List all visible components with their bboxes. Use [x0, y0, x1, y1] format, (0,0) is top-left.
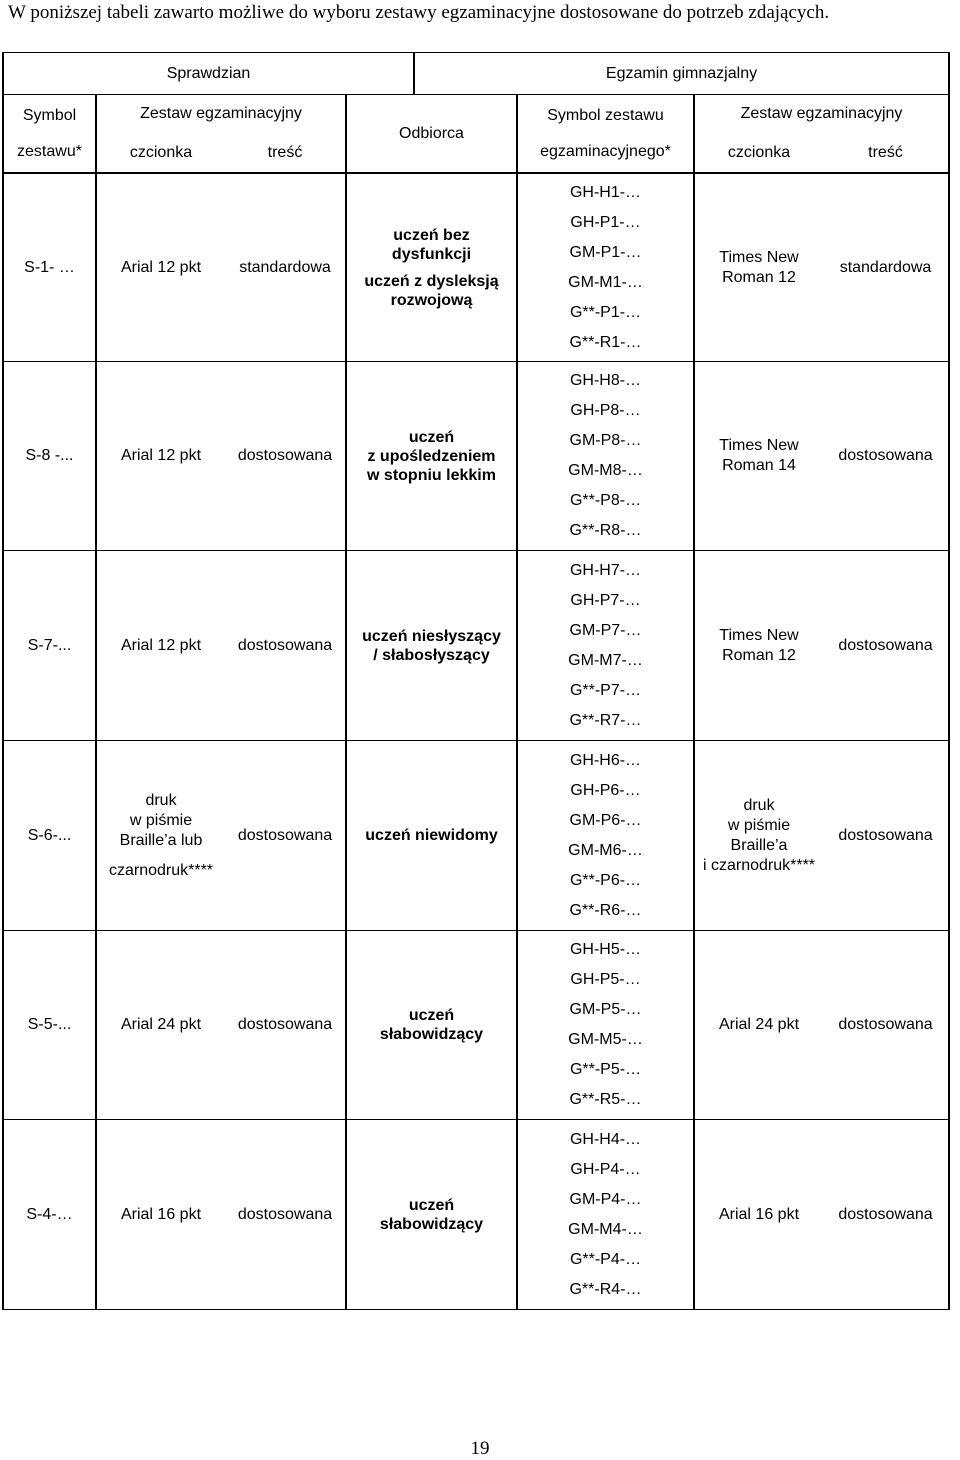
cell-odbiorca: uczeń słabowidzący [379, 1007, 484, 1043]
cell-codes: GH-H5-… GH-P5-… GM-P5-… GM-M5-… G**-P5-… G**-R5-… [568, 941, 643, 1108]
cell-tresc: dostosowana [237, 636, 333, 654]
table-border-right [948, 52, 950, 1310]
page-number: 19 [470, 1438, 490, 1459]
cell-codes: GH-H1-… GH-P1-… GM-P1-… GM-M1-… G**-P1-… G**-R1-… [568, 183, 643, 351]
cell-tresc: dostosowana [237, 447, 333, 464]
header-sprawdzian: Sprawdzian [166, 64, 251, 82]
cell-czcionka-gimnazjum: druk w piśmie Braille’a i czarnodruk**** [702, 796, 816, 874]
cell-czcionka-gimnazjum: Times New Roman 14 [719, 437, 799, 474]
cell-codes: GH-H6-… GH-P6-… GM-P6-… GM-M6-… G**-P6-… G**-R6-… [568, 751, 643, 919]
intro-text: W poniższej tabeli zawarto możliwe do wyboru zestawy egzaminacyjne dostosowane do potrzeb zdających. [8, 2, 830, 23]
cell-symbol: S-5-... [27, 1016, 72, 1033]
cell-odbiorca: uczeń bez dysfunkcji uczeń z dysleksją rozwojową [364, 226, 499, 309]
header-zestaw-egzaminacyjny-gimnazjum: Zestaw egzaminacyjny [740, 105, 903, 122]
header-czcionka-gimnazjum: czcionka [727, 143, 791, 161]
cell-odbiorca: uczeń słabowidzący [379, 1196, 484, 1233]
cell-odbiorca: uczeń z upośledzeniem w stopniu lekkim [367, 428, 496, 484]
header-symbol-zestawu: Symbol zestawu* [17, 106, 82, 160]
cell-czcionka-gimnazjum: Arial 16 pkt [718, 1205, 800, 1223]
cell-symbol: S-6-... [27, 826, 72, 844]
header-zestaw-egzaminacyjny: Zestaw egzaminacyjny [140, 105, 302, 122]
cell-tresc-gimnazjum: dostosowana [838, 447, 933, 464]
cell-tresc-gimnazjum: dostosowana [838, 636, 933, 654]
header-czcionka: czcionka [129, 143, 193, 161]
cell-symbol: S-8 -... [25, 447, 74, 464]
cell-codes: GH-H4-… GH-P4-… GM-P4-… GM-M4-… G**-P4-… G**-R4-… [568, 1130, 643, 1298]
cell-tresc: dostosowana [237, 826, 333, 844]
cell-tresc-gimnazjum: standardowa [839, 258, 932, 276]
cell-czcionka-gimnazjum: Arial 24 pkt [718, 1016, 800, 1033]
cell-czcionka: Arial 12 pkt [120, 636, 202, 654]
cell-czcionka: Arial 12 pkt [120, 447, 202, 464]
cell-tresc-gimnazjum: dostosowana [838, 826, 933, 844]
cell-symbol: S-7-... [27, 636, 72, 654]
cell-tresc: standardowa [239, 258, 331, 276]
exam-sets-table [2, 52, 950, 1310]
cell-odbiorca: uczeń niesłyszący / słabosłyszący [362, 627, 501, 664]
cell-symbol: S-1- … [24, 258, 75, 276]
header-odbiorca: Odbiorca [399, 124, 464, 142]
cell-czcionka-gimnazjum: Times New Roman 12 [719, 248, 799, 286]
cell-symbol: S-4-… [26, 1205, 73, 1223]
table-border-bottom [2, 1309, 950, 1310]
cell-czcionka: Arial 12 pkt [120, 258, 202, 276]
cell-tresc-gimnazjum: dostosowana [838, 1016, 933, 1033]
cell-odbiorca: uczeń niewidomy [365, 826, 498, 844]
cell-tresc: dostosowana [237, 1205, 333, 1223]
cell-tresc-gimnazjum: dostosowana [838, 1205, 933, 1223]
cell-tresc: dostosowana [237, 1016, 333, 1033]
header-tresc-gimnazjum: treść [868, 143, 903, 161]
cell-czcionka-gimnazjum: Times New Roman 12 [719, 626, 799, 664]
cell-czcionka: druk w piśmie Braille’a lub czarnodruk**** [108, 791, 214, 879]
cell-codes: GH-H8-… GH-P8-… GM-P8-… GM-M8-… G**-P8-… G**-R8-… [568, 372, 643, 539]
header-tresc: treść [267, 143, 303, 161]
cell-czcionka: Arial 24 pkt [120, 1016, 202, 1033]
cell-codes: GH-H7-… GH-P7-… GM-P7-… GM-M7-… G**-P7-… G**-R7-… [568, 561, 643, 729]
header-symbol-zestawu-egzaminacyjnego: Symbol zestawu egzaminacyjnego* [540, 106, 671, 160]
cell-czcionka: Arial 16 pkt [120, 1205, 202, 1223]
header-egzamin-gimnazjalny: Egzamin gimnazjalny [605, 64, 758, 82]
